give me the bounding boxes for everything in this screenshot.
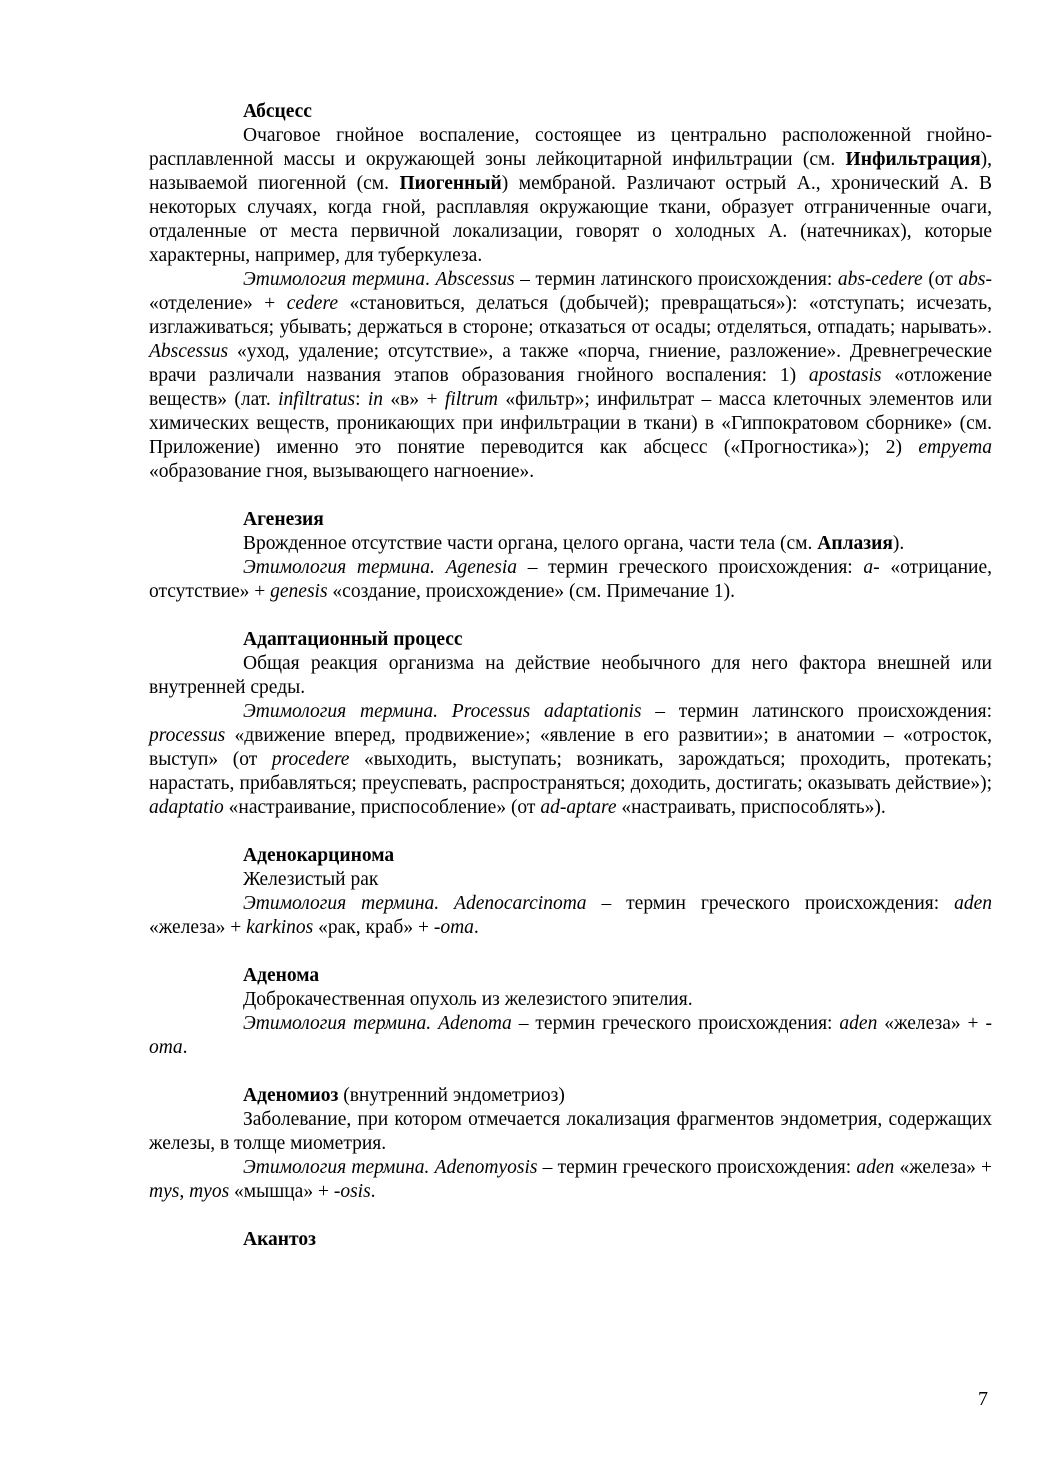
dictionary-entry	[149, 100, 992, 484]
cross-reference: Инфильтрация	[845, 149, 981, 170]
italic-run: Этимология термина. Agenesia	[243, 557, 518, 578]
text-run: – термин греческого происхождения:	[517, 557, 864, 578]
dictionary-content	[149, 100, 992, 1252]
text-run: «настраивание, приспособление» (от	[223, 797, 541, 818]
entry-spacer	[149, 820, 992, 844]
italic-run: Abscessus	[149, 341, 229, 362]
text-run: .	[182, 1037, 188, 1058]
text-run: .	[473, 917, 479, 938]
dictionary-entry	[149, 1228, 992, 1252]
italic-run: Этимология термина. Adenoma	[243, 1013, 512, 1034]
italic-run: Abscessus	[435, 269, 515, 290]
text-run: – термин латинского происхождения:	[641, 701, 992, 722]
italic-run: Этимология термина. Processus adaptationis	[243, 701, 642, 722]
italic-run: mys, myos	[149, 1181, 230, 1202]
term-text: Акантоз	[243, 1229, 316, 1250]
entry-definition	[149, 1108, 992, 1156]
italic-run: abs-cedere	[837, 269, 923, 290]
dictionary-entry	[149, 1084, 992, 1204]
term-text: Адаптационный процесс	[243, 629, 463, 650]
text-run: :	[355, 389, 368, 410]
text-run: «отложение веществ» (лат.	[149, 365, 993, 410]
entry-etymology	[149, 892, 992, 940]
text-run: .	[424, 269, 436, 290]
italic-run: Этимология термина. Adenomyosis	[243, 1157, 538, 1178]
italic-run: Этимология термина	[243, 269, 425, 290]
entry-etymology	[149, 700, 992, 820]
italic-run: aden	[839, 1013, 878, 1034]
entry-term	[243, 1228, 992, 1252]
italic-run: aden	[856, 1157, 895, 1178]
entry-definition	[149, 124, 992, 268]
italic-run: ad-aptare	[540, 797, 617, 818]
text-run: Железистый рак	[243, 869, 379, 890]
text-run: Заболевание, при котором отмечается локализация фрагментов эндометрия, содержащих железы, в толще миометрия.	[149, 1109, 992, 1154]
italic-run: infiltratus	[278, 389, 356, 410]
term-text: Абсцесс	[243, 101, 312, 122]
italic-run: karkinos	[246, 917, 314, 938]
text-run: – термин латинского происхождения:	[514, 269, 838, 290]
italic-run: in	[367, 389, 384, 410]
text-run: «фильтр»; инфильтрат – масса клеточных элементов или химических веществ, проникающих при инфильтрации в ткани) в «Гиппократовом сборнике» (см. Приложение) именно это понятие переводится как абсцесс («Прогностика»); 2)	[149, 389, 993, 458]
entry-term	[243, 508, 992, 532]
italic-run: empyema	[918, 437, 992, 458]
italic-run: cedere	[286, 293, 338, 314]
entry-term	[243, 100, 992, 124]
text-run: ).	[892, 533, 905, 554]
text-run: «отрицание, отсутствие» +	[149, 557, 992, 602]
text-run: «в» +	[383, 389, 445, 410]
text-run: «железа» +	[877, 1013, 986, 1034]
italic-run: procedere	[271, 749, 350, 770]
italic-run: processus	[149, 725, 226, 746]
text-run: .	[370, 1181, 376, 1202]
text-run: Доброкачественная опухоль из железистого эпителия.	[243, 989, 693, 1010]
text-run: Очаговое гнойное воспаление, состоящее из центрально расположенной гнойно-расплавленной массы и окружающей зоны лейкоцитарной инфильтрации (см.	[149, 125, 992, 170]
entry-spacer	[149, 484, 992, 508]
text-run: «железа» +	[149, 917, 247, 938]
italic-run: adaptatio	[149, 797, 224, 818]
text-run: «настраивать, приспособлять»).	[616, 797, 886, 818]
italic-run: genesis	[270, 581, 328, 602]
italic-run: -oma	[149, 1013, 992, 1058]
entry-etymology	[149, 1012, 992, 1060]
entry-term	[243, 964, 992, 988]
italic-run: apostasis	[808, 365, 882, 386]
italic-run: Этимология термина. Adenocarcinoma	[243, 893, 587, 914]
dictionary-entry	[149, 508, 992, 604]
text-run: «движение вперед, продвижение»; «явление в его развитии»; в анатомии – «отросток, выступ» (от	[149, 725, 992, 770]
text-run: «рак, краб» +	[313, 917, 434, 938]
entry-etymology	[149, 556, 992, 604]
entry-etymology	[149, 268, 992, 484]
italic-run: -osis	[333, 1181, 371, 1202]
italic-run: -oma	[433, 917, 474, 938]
dictionary-entry	[149, 628, 992, 820]
text-run: – термин греческого происхождения:	[586, 893, 955, 914]
cross-reference: Пиогенный	[399, 173, 502, 194]
text-run: «создание, происхождение» (см. Примечание 1).	[327, 581, 736, 602]
text-run: «уход, удаление; отсутствие», а также «порча, гниение, разложение». Древнегреческие врачи различали названия этапов образования гнойного воспаления: 1)	[149, 341, 992, 386]
term-text: Аденокарцинома	[243, 845, 395, 866]
entry-definition	[149, 652, 992, 700]
entry-definition	[149, 988, 992, 1012]
term-text: Аденомиоз	[243, 1085, 339, 1106]
term-text: Агенезия	[243, 509, 324, 530]
entry-etymology	[149, 1156, 992, 1204]
entry-term	[243, 844, 992, 868]
text-run: «мышца» +	[229, 1181, 334, 1202]
page-number: 7	[978, 1388, 988, 1410]
dictionary-entry	[149, 844, 992, 940]
text-run: «образование гноя, вызывающего нагноение».	[149, 461, 535, 482]
text-run: – термин греческого происхождения:	[511, 1013, 840, 1034]
term-text: Аденома	[243, 965, 320, 986]
entry-spacer	[149, 1204, 992, 1228]
term-note: (внутренний эндометриоз)	[338, 1085, 565, 1106]
text-run: ) мембраной. Различают острый А., хронический А. В некоторых случаях, когда гной, расплавляя окружающие ткани, образует отграниченные очаги, отдаленные от места первичной локализации, говорят о холодных А. (натечниках), которые характерны, например, для туберкулеза.	[149, 173, 992, 266]
text-run: «выходить, выступать; возникать, зарождаться; проходить, протекать; нарастать, прибавляться; преуспевать, распространяться; доходить, достигать; оказывать действие»);	[149, 749, 992, 794]
entry-definition	[149, 532, 992, 556]
entry-spacer	[149, 1060, 992, 1084]
text-run: (от	[922, 269, 959, 290]
text-run: «железа» +	[894, 1157, 992, 1178]
entry-spacer	[149, 604, 992, 628]
text-run: ), называемой пиогенной (см.	[149, 149, 992, 194]
entry-term	[243, 628, 992, 652]
cross-reference: Аплазия	[817, 533, 893, 554]
text-run: Врожденное отсутствие части органа, целого органа, части тела (см.	[243, 533, 818, 554]
entry-spacer	[149, 940, 992, 964]
entry-definition	[149, 868, 992, 892]
entry-term	[243, 1084, 992, 1108]
italic-run: filtrum	[444, 389, 498, 410]
text-run: – термин греческого происхождения:	[537, 1157, 857, 1178]
text-run: «отделение» +	[149, 293, 287, 314]
italic-run: abs-	[958, 269, 993, 290]
text-run: «становиться, делаться (добычей); превращаться»): «отступать; исчезать, изглаживаться; убывать; держаться в стороне; отказаться от осады; отделяться, отпадать; нарывать».	[149, 293, 992, 338]
text-run: Общая реакция организма на действие необычного для него фактора внешней или внутренней среды.	[149, 653, 992, 698]
dictionary-entry	[149, 964, 992, 1060]
italic-run: aden	[954, 893, 992, 914]
italic-run: a-	[863, 557, 880, 578]
